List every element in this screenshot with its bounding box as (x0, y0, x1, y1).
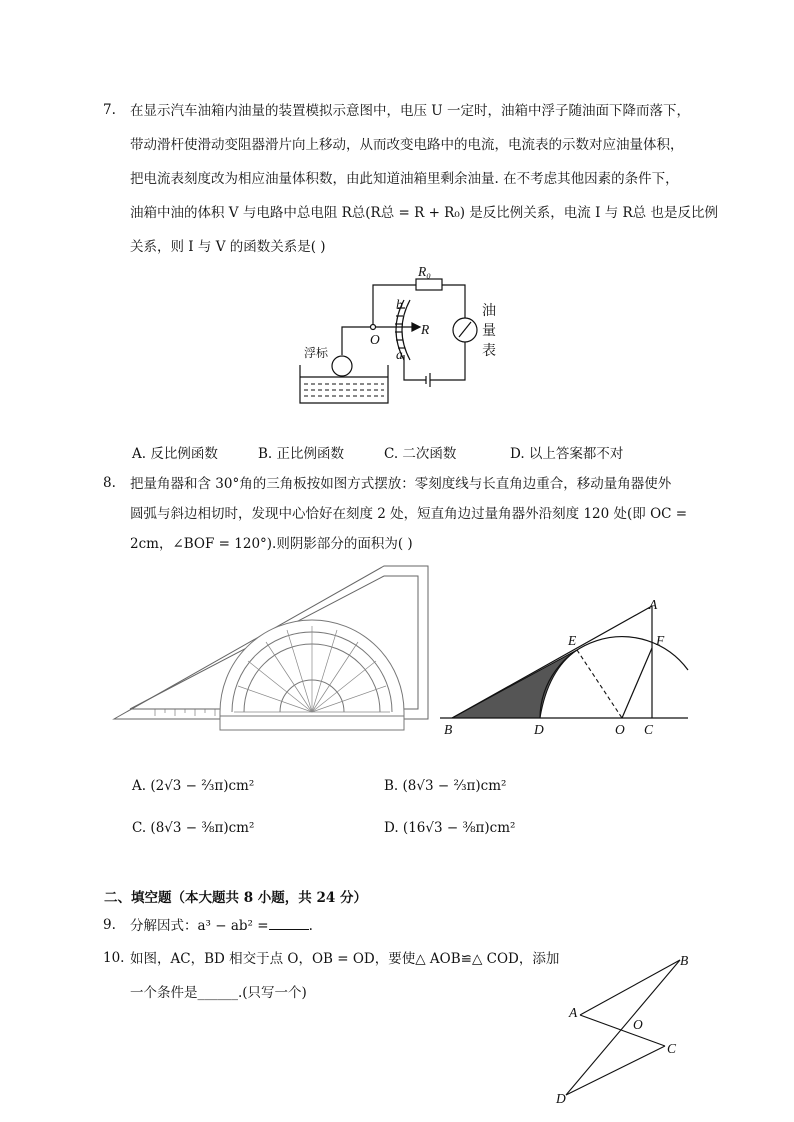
q7-label-r0: R₀ (418, 264, 431, 279)
q10-label-A: A (569, 1005, 578, 1020)
q10-label-O: O (633, 1017, 643, 1032)
q8-label-F: F (656, 633, 665, 648)
q8-label-E: E (568, 633, 577, 648)
q8-number: 8. (103, 475, 116, 491)
q9-number: 9. (103, 917, 116, 933)
q7-label-b: b (396, 297, 403, 312)
q8-label-B: B (444, 722, 453, 737)
q8-label-C: C (644, 722, 654, 737)
q7-line-4: 油箱中油的体积 V 与电路中总电阻 R总(R总 = R + R₀) 是反比例关系，电流 I 与 R总 也是反比例 (130, 205, 718, 221)
q10-label-D: D (556, 1091, 566, 1106)
q8-label-A: A (649, 597, 658, 612)
q8-option-c: C. (8√3 − ⅜π)cm² (132, 820, 255, 836)
q8-option-d: D. (16√3 − ⅜π)cm² (384, 820, 516, 836)
q9-text (130, 917, 313, 935)
q7-label-float: 浮标 (304, 346, 329, 360)
q7-label-meter-3: 表 (482, 343, 496, 359)
section-2-title: 二、填空题（本大题共 8 小题，共 24 分） (104, 890, 367, 906)
q7-label-meter-2: 量 (482, 323, 496, 339)
q7-label-meter-1: 油 (482, 303, 496, 319)
q8-line-1: 把量角器和含 30°角的三角板按如图方式摆放：零刻度线与长直角边重合，移动量角器使外 (130, 476, 672, 492)
q8-label-D: D (534, 722, 544, 737)
q8-line-2: 圆弧与斜边相切时，发现中心恰好在刻度 2 处，短直角边过量角器外沿刻度 120 处(即 OC = (130, 506, 688, 522)
q10-label-B: B (680, 953, 689, 968)
q8-option-b: B. (8√3 − ⅔π)cm² (384, 778, 507, 794)
q8-line-3: 2cm，∠BOF = 120°).则阴影部分的面积为( ) (130, 536, 413, 552)
q9-answer-blank[interactable] (269, 917, 309, 930)
float-icon (332, 356, 352, 376)
q10-label-C: C (667, 1041, 677, 1056)
q7-number: 7. (103, 102, 116, 118)
q10-line-1: 如图，AC，BD 相交于点 O，OB = OD，要使△ AOB≌△ COD，添加 (130, 951, 560, 967)
q9-text-post: . (308, 918, 313, 934)
q7-line-2: 带动滑杆使滑动变阻器滑片向上移动，从而改变电路中的电流，电流表的示数对应油量体积， (130, 137, 684, 153)
ammeter-icon (453, 318, 477, 342)
q10-number: 10. (103, 950, 125, 966)
q7-option-b: B. 正比例函数 (258, 446, 345, 462)
q8-option-a: A. (2√3 − ⅔π)cm² (132, 778, 255, 794)
q7-line-3: 把电流表刻度改为相应油量体积数，由此知道油箱里剩余油量. 在不考虑其他因素的条件下， (130, 171, 679, 187)
shaded-region (452, 650, 577, 718)
q7-label-a: a (396, 347, 403, 362)
q9-text-pre: 分解因式：a³ − ab² = (130, 918, 269, 934)
q7-label-o: O (370, 332, 380, 347)
q10-line-2: 一个条件是______.(只写一个) (130, 985, 307, 1001)
q7-option-a: A. 反比例函数 (132, 446, 218, 462)
q7-option-c: C. 二次函数 (384, 446, 457, 462)
q8-label-O: O (615, 722, 625, 737)
q7-label-r: R (421, 322, 430, 337)
q7-option-d: D. 以上答案都不对 (510, 446, 624, 462)
q7-line-1: 在显示汽车油箱内油量的装置模拟示意图中，电压 U 一定时，油箱中浮子随油面下降而落下， (130, 103, 690, 119)
q7-line-5: 关系，则 I 与 V 的函数关系是( ) (130, 239, 326, 255)
